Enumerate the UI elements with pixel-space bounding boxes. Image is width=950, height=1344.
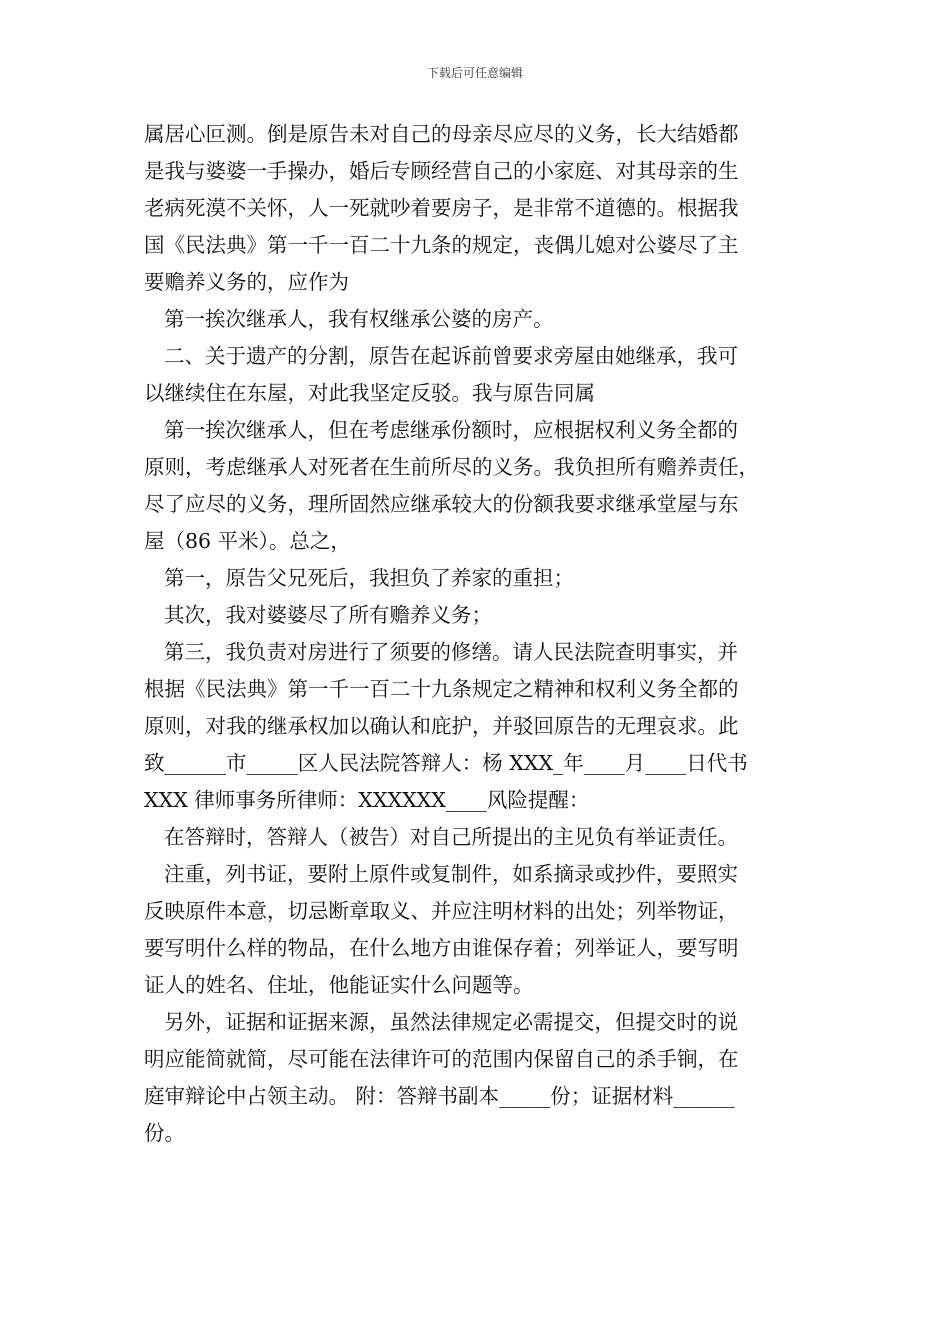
text-line: 根据《民法典》第一千一百二十九条规定之精神和权利义务全都的 <box>144 677 739 701</box>
text-line: 另外，证据和证据来源，虽然法律规定必需提交，但提交时的说 <box>164 1010 738 1034</box>
text-line: 属居心叵测。倒是原告未对自己的母亲尽应尽的义务，长大结婚都 <box>144 122 739 146</box>
text-line: 是我与婆婆一手操办，婚后专顾经营自己的小家庭、对其母亲的生 <box>144 159 739 183</box>
page-header: 下载后可任意编辑 <box>426 66 523 80</box>
text-line: 反映原件本意，切忌断章取义、并应注明材料的出处；列举物证， <box>144 899 739 923</box>
text-line: 明应能简就简，尽可能在法律许可的范围内保留自己的杀手锏，在 <box>144 1047 739 1071</box>
text-line: 屋（86 平米）。总之， <box>144 529 351 553</box>
text-line: 要赡养义务的，应作为 <box>144 270 349 294</box>
text-line: 原则，考虑继承人对死者在生前所尽的义务。我负担所有赡养责任， <box>144 455 759 479</box>
text-line: 国《民法典》第一千一百二十九条的规定，丧偶儿媳对公婆尽了主 <box>144 233 739 257</box>
document-body <box>144 116 814 1152</box>
text-line: 致______市_____区人民法院答辩人：杨 XXX_年____月____日代书 <box>144 751 748 775</box>
text-line: 二、关于遗产的分割，原告在起诉前曾要求旁屋由她继承，我可 <box>164 344 738 368</box>
text-line: 在答辩时，答辩人（被告）对自己所提出的主见负有举证责任。 <box>164 825 738 849</box>
text-line: 注重，列书证，要附上原件或复制件，如系摘录或抄件，要照实 <box>164 862 738 886</box>
text-line: 尽了应尽的义务，理所固然应继承较大的份额我要求继承堂屋与东 <box>144 492 739 516</box>
text-line: 以继续住在东屋，对此我坚定反驳。我与原告同属 <box>144 381 595 405</box>
text-line: 第一挨次继承人，我有权继承公婆的房产。 <box>164 307 554 331</box>
text-line: 庭审辩论中占领主动。 附：答辩书副本_____份；证据材料______ <box>144 1084 735 1108</box>
text-line: 其次，我对婆婆尽了所有赡养义务； <box>164 603 492 627</box>
text-line: 份。 <box>144 1121 185 1145</box>
text-line: 要写明什么样的物品，在什么地方由谁保存着；列举证人，要写明 <box>144 936 739 960</box>
text-line: 证人的姓名、住址，他能证实什么问题等。 <box>144 973 534 997</box>
text-line: 老病死漠不关怀，人一死就吵着要房子，是非常不道德的。根据我 <box>144 196 739 220</box>
text-line: 第一，原告父兄死后，我担负了养家的重担； <box>164 566 574 590</box>
text-line: 原则，对我的继承权加以确认和庇护，并驳回原告的无理哀求。此 <box>144 714 739 738</box>
text-line: 第三，我负责对房进行了须要的修缮。请人民法院查明事实，并 <box>164 640 738 664</box>
text-line: 第一挨次继承人，但在考虑继承份额时，应根据权利义务全都的 <box>164 418 738 442</box>
text-line: XXX 律师事务所律师：XXXXXX____风险提醒： <box>144 788 590 812</box>
